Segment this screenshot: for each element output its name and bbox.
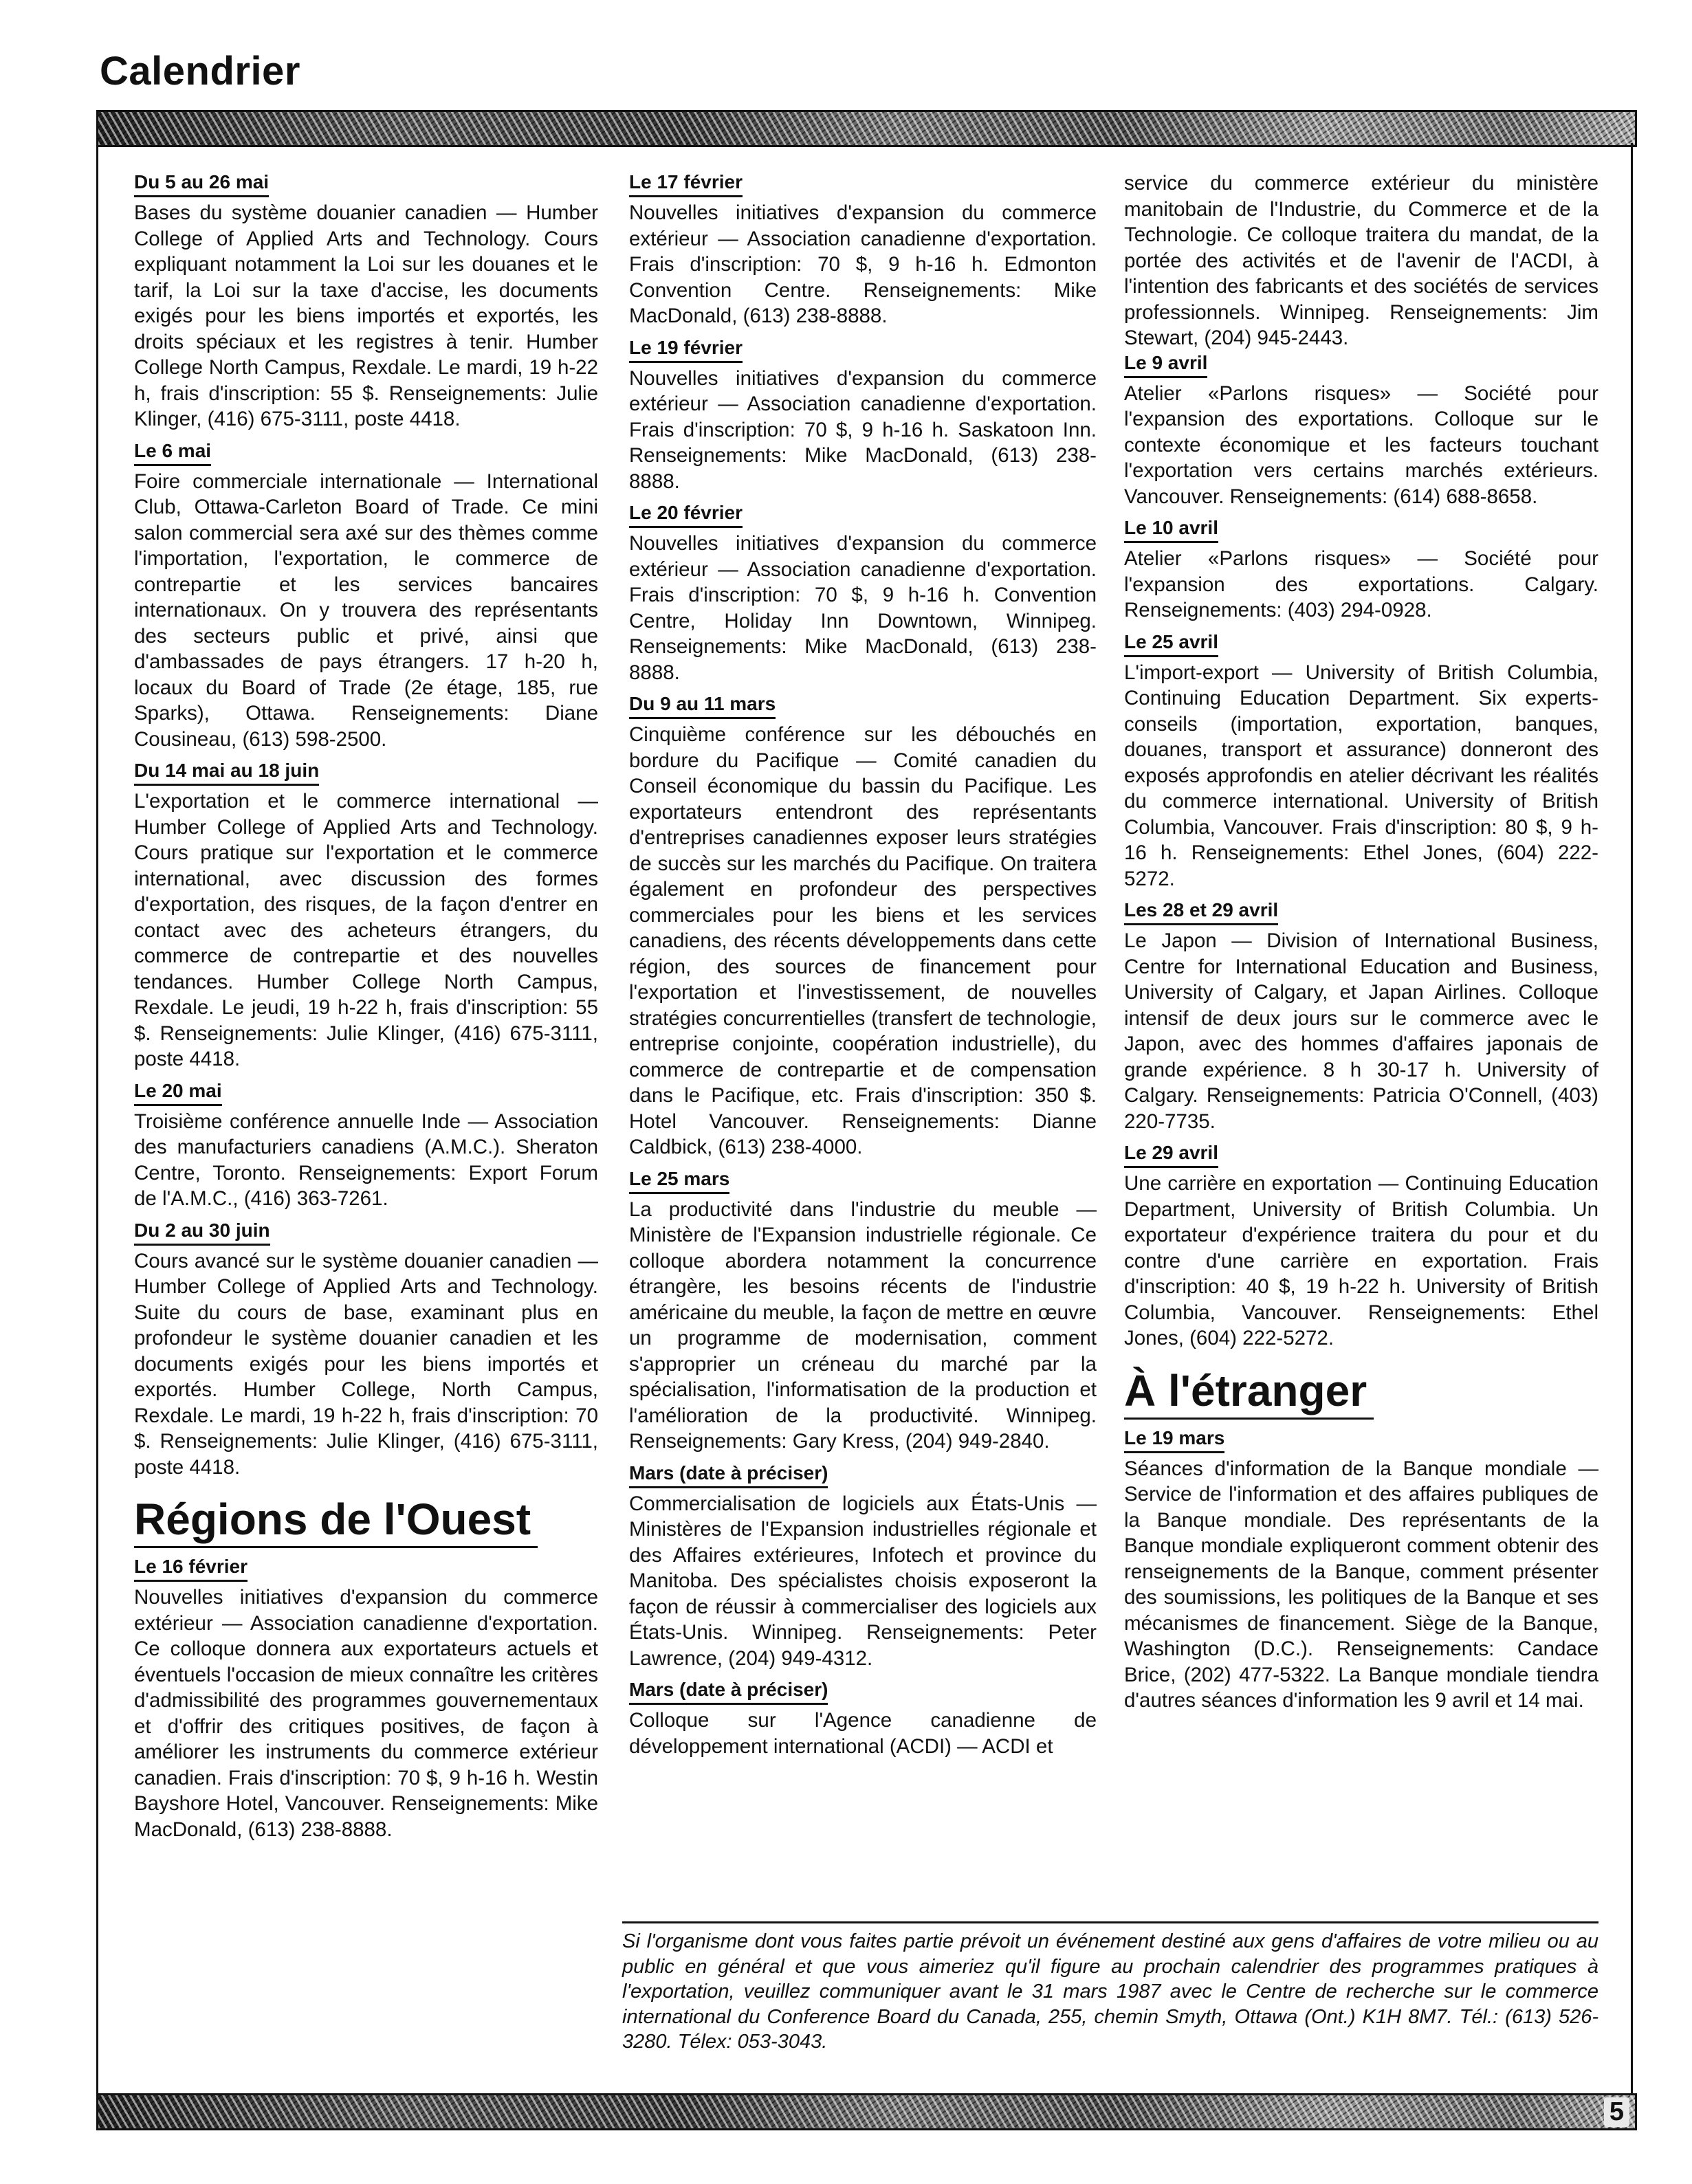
top-texture-bar <box>96 110 1637 147</box>
entry-text: Cinquième conférence sur les débouchés en bordure du Pacifique — Comité canadien du Conseil économique du bassin du Pacifique. Les exportateurs entendront des représentants d'entreprises canadiennes exposer leurs stratégies de succès sur les marchés du Pacifique. On traitera également en profondeur des perspectives commerciales pour les biens et les services canadiens, des récents développements dans cette région, des sources de financement pour l'exportation et l'investissement, de nouvelles stratégies concurrentielles (transfert de technologie, entreprise conjointe, coopération industrielle), du commerce de contrepartie et de compensation dans le Pacifique, etc. Frais d'inscription: 350 $. Hotel Vancouver. Renseignements: Dianne Caldbick, (613) 238-4000. <box>629 723 1097 1158</box>
calendar-entry <box>1124 516 1598 624</box>
calendar-entry <box>629 1678 1097 1759</box>
entry-date: Mars (date à préciser) <box>629 1678 828 1705</box>
column-3 <box>1124 170 1598 1721</box>
entry-date: Le 19 février <box>629 336 743 363</box>
entry-text: Le Japon — Division of International Business, Centre for International Education and Business, University of Calgary, et Japan Airlines. Colloque intensif de deux jours sur le commerce avec le Japon, avec des hommes d'affaires japonais de grande expérience. 8 h 30-17 h. University of Calgary. Renseignements: Patricia O'Connell, (403) 220-7735. <box>1124 929 1598 1133</box>
calendar-entry <box>629 501 1097 685</box>
section-heading-abroad: À l'étranger <box>1124 1364 1374 1420</box>
submission-notice: Si l'organisme dont vous faites partie prévoit un événement destiné aux gens d'affaires de votre milieu ou au public en général et que vous aimeriez qu'il figure au prochain calendrier des programmes pratiques à l'exportation, veuillez communiquer avant le 31 mars 1987 avec le Centre de recherche sur le commerce international du Conference Board du Canada, 255, chemin Smyth, Ottawa (Ont.) K1H 8M7. Tél.: (613) 526-3280. Télex: 053-3043. <box>622 1921 1598 2055</box>
entry-date: Le 19 mars <box>1124 1426 1224 1453</box>
entry-text: Nouvelles initiatives d'expansion du commerce extérieur — Association canadienne d'exportation. Frais d'inscription: 70 $, 9 h-16 h. Saskatoon Inn. Renseignements: Mike MacDonald, (613) 238-8888. <box>629 366 1097 493</box>
entry-text: Atelier «Parlons risques» — Société pour l'expansion des exportations. Colloque sur le contexte économique et les facteurs touchant l'exportation vers certains marchés extérieurs. Vancouver. Renseignements: (614) 688-8658. <box>1124 382 1598 508</box>
entry-date: Du 9 au 11 mars <box>629 692 776 719</box>
calendar-entry <box>134 439 598 753</box>
entry-date: Le 29 avril <box>1124 1141 1218 1168</box>
entry-text: Séances d'information de la Banque mondiale — Service de l'information et des affaires publiques de la Banque mondiale. Des représentants de la Banque mondiale expliqueront comment obtenir des renseignements de la Banque, comment présenter des soumissions, les politiques de la Banque et ses mécanismes de financement. Siège de la Banque, Washington (D.C.). Renseignements: Candace Brice, (202) 477-5322. La Banque mondiale tiendra d'autres séances d'information les 9 avril et 14 mai. <box>1124 1457 1598 1712</box>
entry-text: Troisième conférence annuelle Inde — Association des manufacturiers canadiens (A.M.C.). Sheraton Centre, Toronto. Renseignements: Export Forum de l'A.M.C., (416) 363-7261. <box>134 1110 598 1210</box>
entry-text: Nouvelles initiatives d'expansion du commerce extérieur — Association canadienne d'exportation. Ce colloque donnera aux exportateurs actuels et éventuels l'occasion de mieux connaître les critères d'admissibilité des programmes gouvernementaux et d'offrir des critiques positives, de façon à améliorer les instruments du commerce extérieur canadien. Frais d'inscription: 70 $, 9 h-16 h. Westin Bayshore Hotel, Vancouver. Renseignements: Mike MacDonald, (613) 238-8888. <box>134 1586 598 1841</box>
left-frame-rule <box>96 143 98 2093</box>
entry-text: Nouvelles initiatives d'expansion du commerce extérieur — Association canadienne d'exportation. Frais d'inscription: 70 $, 9 h-16 h. Edmonton Convention Centre. Renseignements: Mike MacDonald, (613) 238-8888. <box>629 201 1097 327</box>
entry-date: Du 14 mai au 18 juin <box>134 759 319 786</box>
entry-text: Colloque sur l'Agence canadienne de développement international (ACDI) — ACDI et <box>629 1709 1097 1758</box>
calendar-entry <box>629 1167 1097 1455</box>
entry-date: Mars (date à préciser) <box>629 1461 828 1488</box>
calendar-entry <box>629 1461 1097 1672</box>
entry-date: Le 25 mars <box>629 1167 729 1194</box>
calendar-entry <box>134 1219 598 1481</box>
calendar-entry <box>1124 898 1598 1134</box>
entry-text: Nouvelles initiatives d'expansion du commerce extérieur — Association canadienne d'exportation. Frais d'inscription: 70 $, 9 h-16 h. Convention Centre, Holiday Inn Downtown, Winnipeg. Renseignements: Mike MacDonald, (613) 238-8888. <box>629 532 1097 684</box>
section-heading-west: Régions de l'Ouest <box>134 1492 538 1548</box>
calendar-entry <box>629 692 1097 1160</box>
entry-text: Cours avancé sur le système douanier canadien — Humber College of Applied Arts and Technology. Suite du cours de base, examinant plus en profondeur le système douanier canadien et les documents exigés pour les biens importés et exportés. Humber College, North Campus, Rexdale. Le mardi, 19 h-22 h, frais d'inscription: 70 $. Renseignements: Julie Klinger, (416) 675-3111, poste 4418. <box>134 1249 598 1479</box>
calendar-entry <box>134 759 598 1072</box>
entry-date: Les 28 et 29 avril <box>1124 898 1278 925</box>
entry-text: Foire commerciale internationale — International Club, Ottawa-Carleton Board of Trade. Ce mini salon commercial sera axé sur des thèmes comme l'importation, l'exportation, le commerce de contrepartie et les services bancaires internationaux. On y trouvera des représentants des secteurs public et privé, ainsi que d'ambassades de pays étrangers. 17 h-20 h, locaux du Board of Trade (2e étage, 185, rue Sparks), Ottawa. Renseignements: Diane Cousineau, (613) 598-2500. <box>134 470 598 751</box>
column-1 <box>134 170 598 1849</box>
entry-date: Du 2 au 30 juin <box>134 1219 270 1246</box>
entry-text: La productivité dans l'industrie du meuble — Ministère de l'Expansion industrielle régionale. Ce colloque abordera notamment la concurrence étrangère, les besoins récents de l'industrie américaine du meuble, la façon de mettre en œuvre un programme de modernisation, comment s'approprier un créneau du marché par la spécialisation, l'informatisation de la production et l'amélioration de la productivité. Winnipeg. Renseignements: Gary Kress, (204) 949-2840. <box>629 1198 1097 1453</box>
page-title: Calendrier <box>100 49 300 93</box>
calendar-entry <box>1124 351 1598 510</box>
entry-text: Bases du système douanier canadien — Humber College of Applied Arts and Technology. Cours expliquant notamment la Loi sur les douanes et le tarif, la Loi sur la taxe d'accise, les documents exigés pour les biens importés et exportés, les droits spéciaux et les registres à tenir. Humber College North Campus, Rexdale. Le mardi, 19 h-22 h, frais d'inscription: 55 $. Renseignements: Julie Klinger, (416) 675-3111, poste 4418. <box>134 201 598 430</box>
entry-continuation-text: service du commerce extérieur du ministère manitobain de l'Industrie, du Commerce et de la Technologie. Ce colloque traitera du mandat, de la portée des activités et de l'avenir de l'ACDI, à l'intention des fabricants et des sociétés de services professionnels. Winnipeg. Renseignements: Jim Stewart, (204) 945-2443. <box>1124 172 1598 349</box>
entry-text: Commercialisation de logiciels aux États-Unis — Ministères de l'Expansion industrielles régionale et des Affaires extérieures, Infotech et province du Manitoba. Des spécialistes choisis exposeront la façon de réussir à commercialiser des logiciels aux États-Unis. Winnipeg. Renseignements: Peter Lawrence, (204) 949-4312. <box>629 1492 1097 1670</box>
entry-date: Le 6 mai <box>134 439 211 466</box>
calendar-entry <box>1124 1141 1598 1352</box>
entry-date: Du 5 au 26 mai <box>134 170 269 197</box>
entry-date: Le 25 avril <box>1124 630 1218 657</box>
calendar-entry <box>629 336 1097 495</box>
calendar-entry <box>629 170 1097 329</box>
entry-text: Une carrière en exportation — Continuing Education Department, University of British Columbia. Un exportateur d'expérience traitera du pour et du contre d'une carrière en exportation. Frais d'inscription: 40 $, 19 h-22 h. University of British Columbia, Vancouver. Renseignements: Ethel Jones, (604) 222-5272. <box>1124 1172 1598 1349</box>
entry-date: Le 10 avril <box>1124 516 1218 543</box>
calendar-entry <box>134 170 598 432</box>
entry-date: Le 20 février <box>629 501 743 528</box>
calendar-entry <box>134 1555 598 1842</box>
right-frame-rule <box>1631 143 1633 2093</box>
bottom-texture-bar <box>96 2093 1637 2130</box>
calendar-entry <box>134 1079 598 1212</box>
page-number: 5 <box>1604 2097 1629 2127</box>
entry-text: Atelier «Parlons risques» — Société pour l'expansion des exportations. Calgary. Renseignements: (403) 294-0928. <box>1124 547 1598 621</box>
entry-text: L'exportation et le commerce international — Humber College of Applied Arts and Technology. Cours pratique sur l'exportation et le commerce international, avec discussion des formes d'exportation, des risques, de la façon d'entrer en contact avec des acheteurs étrangers, du commerce de contrepartie et des nouvelles tendances. Humber College North Campus, Rexdale. Le jeudi, 19 h-22 h, frais d'inscription: 55 $. Renseignements: Julie Klinger, (416) 675-3111, poste 4418. <box>134 790 598 1070</box>
entry-text: L'import-export — University of British Columbia, Continuing Education Department. Six experts-conseils (importation, exportation, banques, douanes, transport et assurance) donneront des exposés approfondis en atelier décrivant les réalités du commerce international. University of British Columbia, Vancouver. Frais d'inscription: 80 $, 9 h-16 h. Renseignements: Ethel Jones, (604) 222-5272. <box>1124 661 1598 890</box>
calendar-entry <box>1124 1426 1598 1714</box>
entry-date: Le 9 avril <box>1124 351 1207 378</box>
entry-date: Le 17 février <box>629 170 743 197</box>
entry-date: Le 16 février <box>134 1555 248 1582</box>
column-2 <box>629 170 1097 1766</box>
calendar-entry <box>1124 630 1598 892</box>
entry-date: Le 20 mai <box>134 1079 222 1106</box>
